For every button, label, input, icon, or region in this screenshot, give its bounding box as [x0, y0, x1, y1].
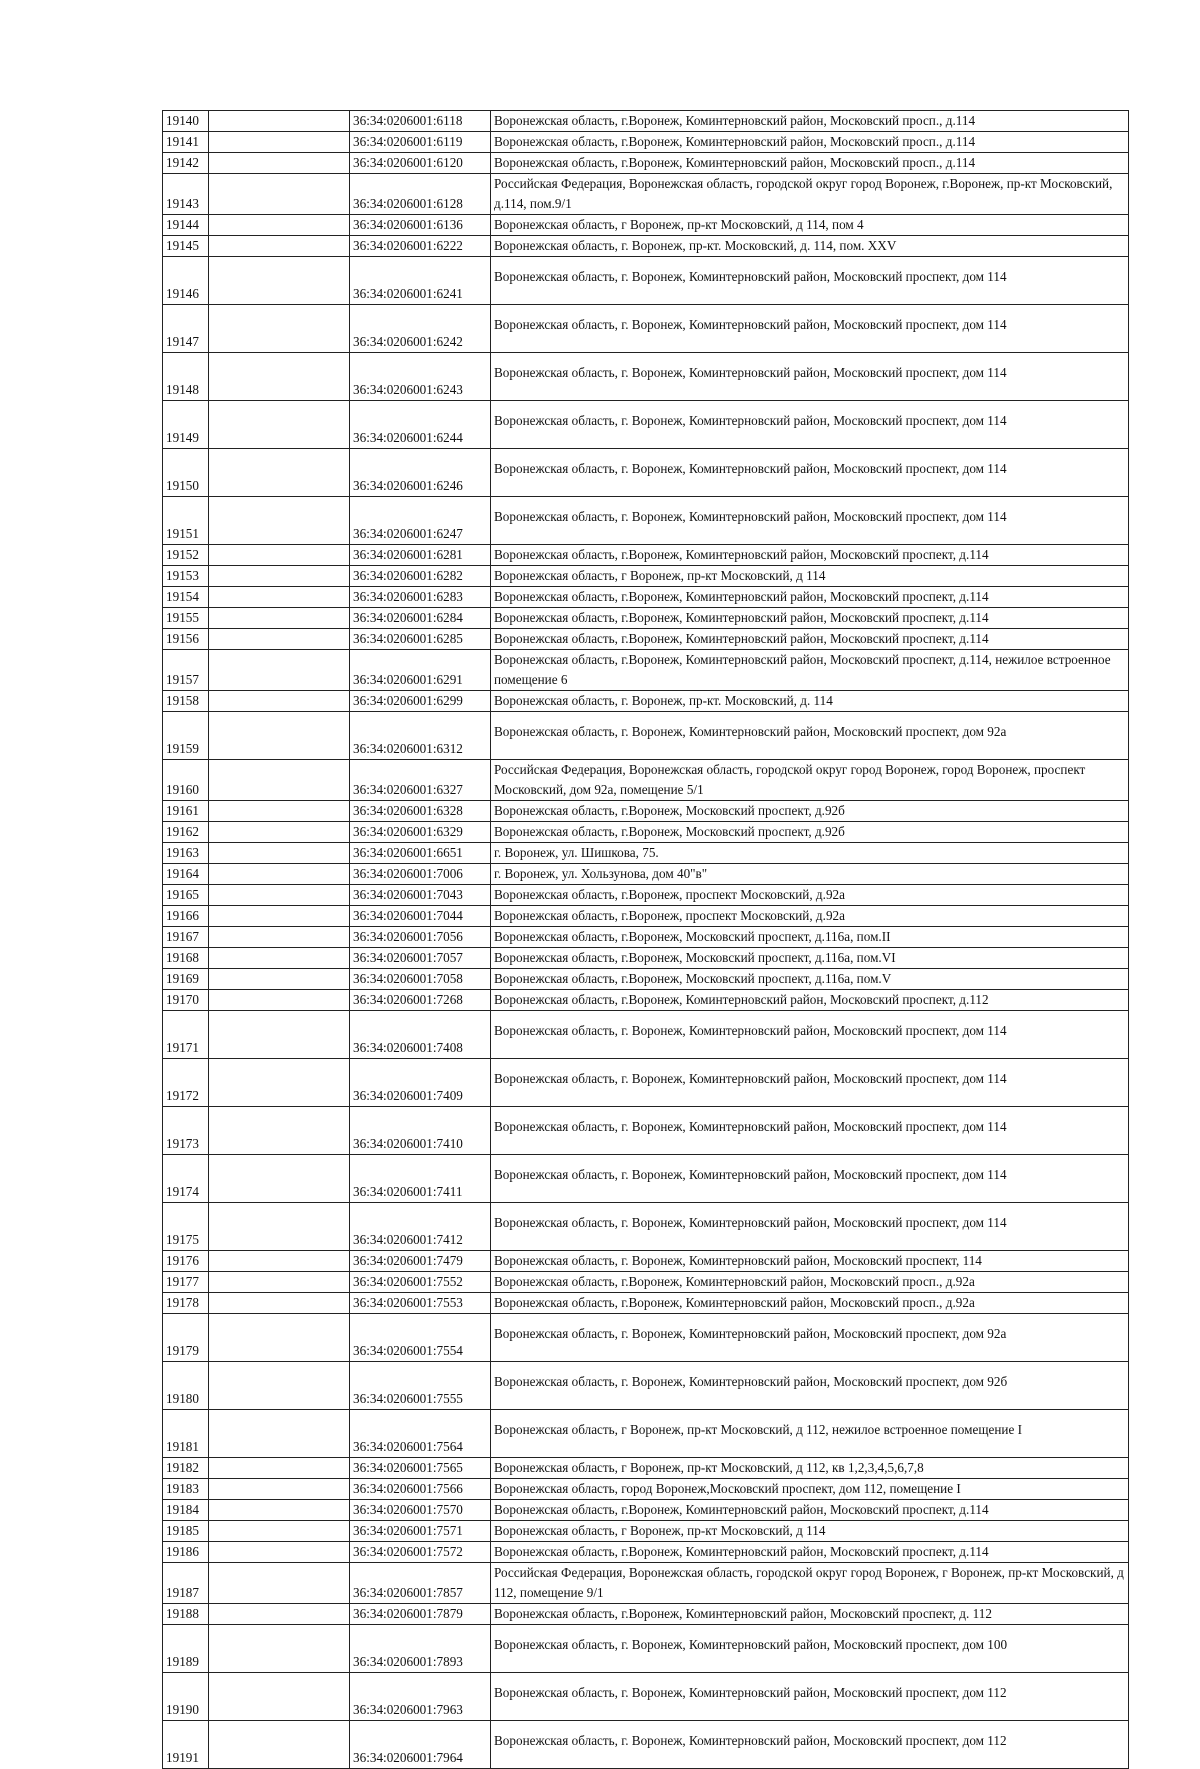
empty-cell [209, 1059, 350, 1107]
cadastral-number-cell: 36:34:0206001:7056 [350, 927, 491, 948]
table-row [163, 1479, 1129, 1500]
row-number-cell: 19187 [163, 1563, 209, 1604]
table-row [163, 1314, 1129, 1362]
empty-cell [209, 1563, 350, 1604]
empty-cell [209, 990, 350, 1011]
address-cell: Воронежская область, г Воронеж, пр-кт Московский, д 114, пом 4 [491, 215, 1129, 236]
address-cell: Воронежская область, г.Воронеж, Коминтерновский район, Московский проспект, д.114 [491, 545, 1129, 566]
table-row [163, 215, 1129, 236]
table-row [163, 969, 1129, 990]
table-row [163, 843, 1129, 864]
address-cell: Воронежская область, г. Воронеж, Коминтерновский район, Московский проспект, дом 114 [491, 305, 1129, 353]
table-row [163, 449, 1129, 497]
empty-cell [209, 1542, 350, 1563]
cadastral-number-cell: 36:34:0206001:7857 [350, 1563, 491, 1604]
address-cell: Воронежская область, г.Воронеж, Коминтерновский район, Московский проспект, д.114 [491, 608, 1129, 629]
address-cell: Воронежская область, г.Воронеж, Коминтерновский район, Московский просп., д.114 [491, 153, 1129, 174]
row-number-cell: 19164 [163, 864, 209, 885]
empty-cell [209, 566, 350, 587]
row-number-cell: 19184 [163, 1500, 209, 1521]
empty-cell [209, 927, 350, 948]
table-row [163, 650, 1129, 691]
empty-cell [209, 1272, 350, 1293]
address-cell: Воронежская область, г. Воронеж, Коминтерновский район, Московский проспект, дом 114 [491, 257, 1129, 305]
row-number-cell: 19168 [163, 948, 209, 969]
property-table [162, 110, 1129, 1769]
address-cell: Воронежская область, г. Воронеж, Коминтерновский район, Московский проспект, дом 112 [491, 1673, 1129, 1721]
row-number-cell: 19146 [163, 257, 209, 305]
address-cell: Воронежская область, г.Воронеж, Коминтерновский район, Московский проспект, д.114 [491, 1500, 1129, 1521]
row-number-cell: 19155 [163, 608, 209, 629]
cadastral-number-cell: 36:34:0206001:6283 [350, 587, 491, 608]
row-number-cell: 19188 [163, 1604, 209, 1625]
cadastral-number-cell: 36:34:0206001:6118 [350, 111, 491, 132]
cadastral-number-cell: 36:34:0206001:6128 [350, 174, 491, 215]
cadastral-number-cell: 36:34:0206001:6119 [350, 132, 491, 153]
row-number-cell: 19156 [163, 629, 209, 650]
address-cell: Воронежская область, г. Воронеж, Коминтерновский район, Московский проспект, дом 92б [491, 1362, 1129, 1410]
address-cell: Воронежская область, г. Воронеж, Коминтерновский район, Московский проспект, дом 114 [491, 1011, 1129, 1059]
cadastral-number-cell: 36:34:0206001:6327 [350, 760, 491, 801]
address-cell: Воронежская область, г. Воронеж, Коминтерновский район, Московский проспект, дом 114 [491, 1203, 1129, 1251]
address-cell: Воронежская область, г. Воронеж, пр-кт. Московский, д. 114, пом. XXV [491, 236, 1129, 257]
row-number-cell: 19171 [163, 1011, 209, 1059]
cadastral-number-cell: 36:34:0206001:7411 [350, 1155, 491, 1203]
address-cell: Воронежская область, г. Воронеж, пр-кт. Московский, д. 114 [491, 691, 1129, 712]
table-row [163, 1293, 1129, 1314]
table-row [163, 691, 1129, 712]
cadastral-number-cell: 36:34:0206001:6120 [350, 153, 491, 174]
table-row [163, 864, 1129, 885]
cadastral-number-cell: 36:34:0206001:6242 [350, 305, 491, 353]
address-cell: Воронежская область, г Воронеж, пр-кт Московский, д 112, кв 1,2,3,4,5,6,7,8 [491, 1458, 1129, 1479]
empty-cell [209, 1500, 350, 1521]
table-row [163, 760, 1129, 801]
table-row [163, 497, 1129, 545]
table-row [163, 1362, 1129, 1410]
address-cell: Воронежская область, г.Воронеж, Коминтерновский район, Московский проспект, д. 112 [491, 1604, 1129, 1625]
empty-cell [209, 801, 350, 822]
row-number-cell: 19186 [163, 1542, 209, 1563]
empty-cell [209, 1521, 350, 1542]
empty-cell [209, 906, 350, 927]
row-number-cell: 19145 [163, 236, 209, 257]
address-cell: г. Воронеж, ул. Шишкова, 75. [491, 843, 1129, 864]
row-number-cell: 19159 [163, 712, 209, 760]
row-number-cell: 19181 [163, 1410, 209, 1458]
row-number-cell: 19165 [163, 885, 209, 906]
table-row [163, 236, 1129, 257]
row-number-cell: 19185 [163, 1521, 209, 1542]
row-number-cell: 19144 [163, 215, 209, 236]
table-row [163, 257, 1129, 305]
cadastral-number-cell: 36:34:0206001:6299 [350, 691, 491, 712]
empty-cell [209, 1604, 350, 1625]
table-row [163, 1563, 1129, 1604]
row-number-cell: 19163 [163, 843, 209, 864]
row-number-cell: 19180 [163, 1362, 209, 1410]
table-row [163, 822, 1129, 843]
cadastral-number-cell: 36:34:0206001:7552 [350, 1272, 491, 1293]
row-number-cell: 19170 [163, 990, 209, 1011]
cadastral-number-cell: 36:34:0206001:6244 [350, 401, 491, 449]
row-number-cell: 19174 [163, 1155, 209, 1203]
table-row [163, 608, 1129, 629]
row-number-cell: 19162 [163, 822, 209, 843]
empty-cell [209, 111, 350, 132]
row-number-cell: 19172 [163, 1059, 209, 1107]
address-cell: Воронежская область, г.Воронеж, Коминтерновский район, Московский проспект, д.112 [491, 990, 1129, 1011]
table-row [163, 1155, 1129, 1203]
table-row [163, 1500, 1129, 1521]
cadastral-number-cell: 36:34:0206001:7572 [350, 1542, 491, 1563]
table-row [163, 1542, 1129, 1563]
row-number-cell: 19161 [163, 801, 209, 822]
cadastral-number-cell: 36:34:0206001:7553 [350, 1293, 491, 1314]
empty-cell [209, 1721, 350, 1769]
empty-cell [209, 1251, 350, 1272]
cadastral-number-cell: 36:34:0206001:7410 [350, 1107, 491, 1155]
address-cell: Воронежская область, г. Воронеж, Коминтерновский район, Московский проспект, дом 100 [491, 1625, 1129, 1673]
address-cell: Воронежская область, г.Воронеж, Московский проспект, д.92б [491, 801, 1129, 822]
cadastral-number-cell: 36:34:0206001:6651 [350, 843, 491, 864]
cadastral-number-cell: 36:34:0206001:7964 [350, 1721, 491, 1769]
table-row [163, 906, 1129, 927]
cadastral-number-cell: 36:34:0206001:6281 [350, 545, 491, 566]
row-number-cell: 19153 [163, 566, 209, 587]
table-row [163, 1251, 1129, 1272]
row-number-cell: 19149 [163, 401, 209, 449]
empty-cell [209, 864, 350, 885]
cadastral-number-cell: 36:34:0206001:6312 [350, 712, 491, 760]
cadastral-number-cell: 36:34:0206001:6329 [350, 822, 491, 843]
table-row [163, 1625, 1129, 1673]
address-cell: Воронежская область, г.Воронеж, Московский проспект, д.92б [491, 822, 1129, 843]
row-number-cell: 19152 [163, 545, 209, 566]
cadastral-number-cell: 36:34:0206001:6222 [350, 236, 491, 257]
row-number-cell: 19141 [163, 132, 209, 153]
empty-cell [209, 948, 350, 969]
address-cell: Воронежская область, г. Воронеж, Коминтерновский район, Московский проспект, дом 114 [491, 1107, 1129, 1155]
address-cell: Воронежская область, г. Воронеж, Коминтерновский район, Московский проспект, дом 114 [491, 449, 1129, 497]
address-cell: Воронежская область, г.Воронеж, проспект Московский, д.92а [491, 885, 1129, 906]
cadastral-number-cell: 36:34:0206001:7057 [350, 948, 491, 969]
cadastral-number-cell: 36:34:0206001:7479 [350, 1251, 491, 1272]
empty-cell [209, 153, 350, 174]
row-number-cell: 19151 [163, 497, 209, 545]
empty-cell [209, 843, 350, 864]
table-row [163, 401, 1129, 449]
empty-cell [209, 132, 350, 153]
cadastral-number-cell: 36:34:0206001:7565 [350, 1458, 491, 1479]
table-row [163, 1721, 1129, 1769]
address-cell: Воронежская область, город Воронеж,Московский проспект, дом 112, помещение I [491, 1479, 1129, 1500]
row-number-cell: 19178 [163, 1293, 209, 1314]
address-cell: Воронежская область, г.Воронеж, Коминтерновский район, Московский проспект, д.114 [491, 587, 1129, 608]
row-number-cell: 19167 [163, 927, 209, 948]
empty-cell [209, 969, 350, 990]
empty-cell [209, 174, 350, 215]
address-cell: Воронежская область, г.Воронеж, Московский проспект, д.116а, пом.VI [491, 948, 1129, 969]
empty-cell [209, 650, 350, 691]
row-number-cell: 19175 [163, 1203, 209, 1251]
address-cell: Воронежская область, г.Воронеж, Коминтерновский район, Московский проспект, д.114, нежилое встроенное помещение 6 [491, 650, 1129, 691]
table-row [163, 712, 1129, 760]
cadastral-number-cell: 36:34:0206001:7006 [350, 864, 491, 885]
empty-cell [209, 1107, 350, 1155]
row-number-cell: 19154 [163, 587, 209, 608]
row-number-cell: 19169 [163, 969, 209, 990]
empty-cell [209, 587, 350, 608]
row-number-cell: 19147 [163, 305, 209, 353]
cadastral-number-cell: 36:34:0206001:6136 [350, 215, 491, 236]
cadastral-number-cell: 36:34:0206001:6291 [350, 650, 491, 691]
address-cell: Воронежская область, г. Воронеж, Коминтерновский район, Московский проспект, дом 92а [491, 712, 1129, 760]
row-number-cell: 19150 [163, 449, 209, 497]
empty-cell [209, 885, 350, 906]
cadastral-number-cell: 36:34:0206001:6243 [350, 353, 491, 401]
address-cell: Воронежская область, г. Воронеж, Коминтерновский район, Московский проспект, дом 114 [491, 353, 1129, 401]
table-row [163, 111, 1129, 132]
row-number-cell: 19191 [163, 1721, 209, 1769]
empty-cell [209, 691, 350, 712]
table-row [163, 1410, 1129, 1458]
empty-cell [209, 305, 350, 353]
empty-cell [209, 760, 350, 801]
table-row [163, 132, 1129, 153]
empty-cell [209, 1203, 350, 1251]
empty-cell [209, 215, 350, 236]
row-number-cell: 19173 [163, 1107, 209, 1155]
row-number-cell: 19157 [163, 650, 209, 691]
address-cell: г. Воронеж, ул. Хользунова, дом 40"в" [491, 864, 1129, 885]
empty-cell [209, 1458, 350, 1479]
address-cell: Воронежская область, г. Воронеж, Коминтерновский район, Московский проспект, дом 92а [491, 1314, 1129, 1362]
table-row [163, 1521, 1129, 1542]
row-number-cell: 19182 [163, 1458, 209, 1479]
address-cell: Воронежская область, г. Воронеж, Коминтерновский район, Московский проспект, дом 114 [491, 401, 1129, 449]
empty-cell [209, 712, 350, 760]
address-cell: Воронежская область, г.Воронеж, Коминтерновский район, Московский просп., д.114 [491, 111, 1129, 132]
row-number-cell: 19176 [163, 1251, 209, 1272]
cadastral-number-cell: 36:34:0206001:7043 [350, 885, 491, 906]
row-number-cell: 19166 [163, 906, 209, 927]
address-cell: Российская Федерация, Воронежская область, городской округ город Воронеж, г Воронеж, пр-кт Московский, д 112, помещение 9/1 [491, 1563, 1129, 1604]
address-cell: Воронежская область, г.Воронеж, Московский проспект, д.116а, пом.II [491, 927, 1129, 948]
row-number-cell: 19177 [163, 1272, 209, 1293]
empty-cell [209, 1155, 350, 1203]
cadastral-number-cell: 36:34:0206001:7555 [350, 1362, 491, 1410]
table-row [163, 587, 1129, 608]
table-body [163, 111, 1129, 1769]
row-number-cell: 19158 [163, 691, 209, 712]
cadastral-number-cell: 36:34:0206001:7408 [350, 1011, 491, 1059]
row-number-cell: 19142 [163, 153, 209, 174]
empty-cell [209, 1293, 350, 1314]
address-cell: Воронежская область, г. Воронеж, Коминтерновский район, Московский проспект, дом 114 [491, 497, 1129, 545]
table-row [163, 1107, 1129, 1155]
address-cell: Воронежская область, г. Воронеж, Коминтерновский район, Московский проспект, дом 114 [491, 1155, 1129, 1203]
row-number-cell: 19183 [163, 1479, 209, 1500]
empty-cell [209, 1625, 350, 1673]
cadastral-number-cell: 36:34:0206001:7571 [350, 1521, 491, 1542]
table-row [163, 948, 1129, 969]
cadastral-number-cell: 36:34:0206001:7268 [350, 990, 491, 1011]
cadastral-number-cell: 36:34:0206001:6285 [350, 629, 491, 650]
cadastral-number-cell: 36:34:0206001:7879 [350, 1604, 491, 1625]
row-number-cell: 19160 [163, 760, 209, 801]
address-cell: Воронежская область, г.Воронеж, Коминтерновский район, Московский проспект, д.114 [491, 629, 1129, 650]
address-cell: Воронежская область, г.Воронеж, Коминтерновский район, Московский просп., д.92а [491, 1293, 1129, 1314]
cadastral-number-cell: 36:34:0206001:7554 [350, 1314, 491, 1362]
address-cell: Воронежская область, г Воронеж, пр-кт Московский, д 114 [491, 566, 1129, 587]
empty-cell [209, 822, 350, 843]
cadastral-number-cell: 36:34:0206001:7570 [350, 1500, 491, 1521]
table-row [163, 1203, 1129, 1251]
cadastral-number-cell: 36:34:0206001:6241 [350, 257, 491, 305]
empty-cell [209, 449, 350, 497]
table-row [163, 885, 1129, 906]
cadastral-number-cell: 36:34:0206001:6328 [350, 801, 491, 822]
address-cell: Воронежская область, г Воронеж, пр-кт Московский, д 112, нежилое встроенное помещение I [491, 1410, 1129, 1458]
table-row [163, 174, 1129, 215]
table-row [163, 629, 1129, 650]
cadastral-number-cell: 36:34:0206001:7409 [350, 1059, 491, 1107]
address-cell: Воронежская область, г. Воронеж, Коминтерновский район, Московский проспект, дом 114 [491, 1059, 1129, 1107]
empty-cell [209, 353, 350, 401]
cadastral-number-cell: 36:34:0206001:6247 [350, 497, 491, 545]
address-cell: Воронежская область, г. Воронеж, Коминтерновский район, Московский проспект, 114 [491, 1251, 1129, 1272]
cadastral-number-cell: 36:34:0206001:6282 [350, 566, 491, 587]
empty-cell [209, 1479, 350, 1500]
table-row [163, 1604, 1129, 1625]
empty-cell [209, 401, 350, 449]
cadastral-number-cell: 36:34:0206001:7566 [350, 1479, 491, 1500]
address-cell: Российская Федерация, Воронежская область, городской округ город Воронеж, город Воронеж, проспект Московский, дом 92а, помещение 5/1 [491, 760, 1129, 801]
empty-cell [209, 608, 350, 629]
empty-cell [209, 629, 350, 650]
table-row [163, 927, 1129, 948]
cadastral-number-cell: 36:34:0206001:6246 [350, 449, 491, 497]
empty-cell [209, 257, 350, 305]
table-row [163, 990, 1129, 1011]
table-row [163, 1059, 1129, 1107]
table-row [163, 1272, 1129, 1293]
table-row [163, 1458, 1129, 1479]
address-cell: Воронежская область, г. Воронеж, Коминтерновский район, Московский проспект, дом 112 [491, 1721, 1129, 1769]
empty-cell [209, 545, 350, 566]
row-number-cell: 19148 [163, 353, 209, 401]
address-cell: Воронежская область, г Воронеж, пр-кт Московский, д 114 [491, 1521, 1129, 1542]
empty-cell [209, 1362, 350, 1410]
row-number-cell: 19189 [163, 1625, 209, 1673]
cadastral-number-cell: 36:34:0206001:7963 [350, 1673, 491, 1721]
address-cell: Воронежская область, г.Воронеж, Коминтерновский район, Московский просп., д.114 [491, 132, 1129, 153]
empty-cell [209, 1011, 350, 1059]
cadastral-number-cell: 36:34:0206001:7044 [350, 906, 491, 927]
empty-cell [209, 1410, 350, 1458]
address-cell: Российская Федерация, Воронежская область, городской округ город Воронеж, г.Воронеж, пр-кт Московский, д.114, пом.9/1 [491, 174, 1129, 215]
empty-cell [209, 497, 350, 545]
row-number-cell: 19179 [163, 1314, 209, 1362]
table-row [163, 566, 1129, 587]
address-cell: Воронежская область, г.Воронеж, проспект Московский, д.92а [491, 906, 1129, 927]
cadastral-number-cell: 36:34:0206001:7564 [350, 1410, 491, 1458]
row-number-cell: 19143 [163, 174, 209, 215]
address-cell: Воронежская область, г.Воронеж, Московский проспект, д.116а, пом.V [491, 969, 1129, 990]
cadastral-number-cell: 36:34:0206001:7893 [350, 1625, 491, 1673]
table-row [163, 545, 1129, 566]
table-row [163, 305, 1129, 353]
address-cell: Воронежская область, г.Воронеж, Коминтерновский район, Московский просп., д.92а [491, 1272, 1129, 1293]
cadastral-number-cell: 36:34:0206001:7058 [350, 969, 491, 990]
table-row [163, 353, 1129, 401]
table-row [163, 1011, 1129, 1059]
cadastral-number-cell: 36:34:0206001:7412 [350, 1203, 491, 1251]
table-row [163, 153, 1129, 174]
table-row [163, 801, 1129, 822]
empty-cell [209, 1314, 350, 1362]
row-number-cell: 19190 [163, 1673, 209, 1721]
address-cell: Воронежская область, г.Воронеж, Коминтерновский район, Московский проспект, д.114 [491, 1542, 1129, 1563]
row-number-cell: 19140 [163, 111, 209, 132]
empty-cell [209, 236, 350, 257]
cadastral-number-cell: 36:34:0206001:6284 [350, 608, 491, 629]
